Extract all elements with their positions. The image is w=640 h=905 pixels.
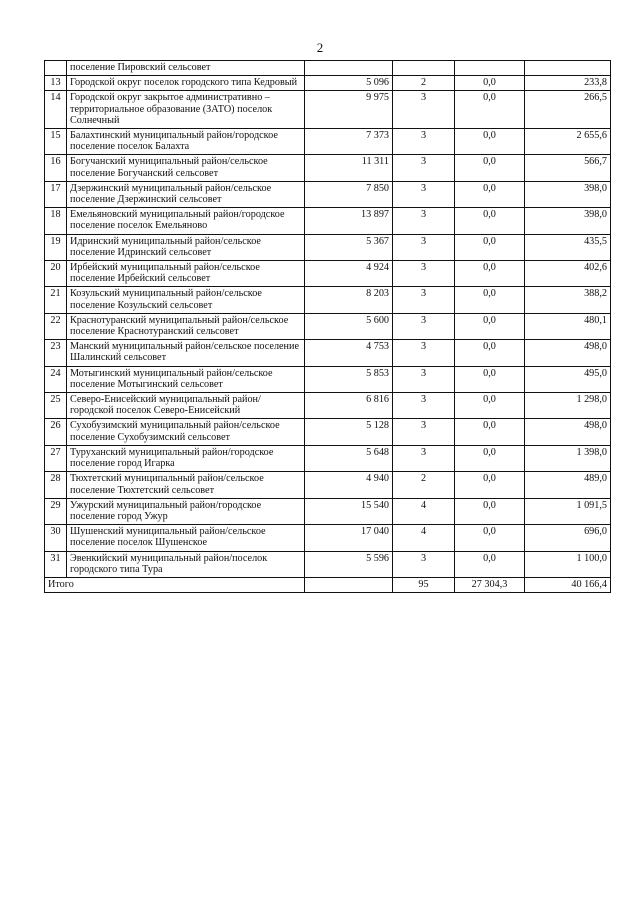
table-row — [45, 155, 611, 181]
row-population-cell: 9 975 — [305, 91, 393, 129]
row-value-a-cell: 0,0 — [455, 313, 525, 339]
row-number-cell: 25 — [45, 393, 67, 419]
table-row — [45, 498, 611, 524]
table-row — [45, 340, 611, 366]
row-value-a-cell: 0,0 — [455, 445, 525, 471]
row-value-a-cell: 0,0 — [455, 234, 525, 260]
row-population-cell — [305, 61, 393, 76]
row-population-cell: 5 648 — [305, 445, 393, 471]
table-row-continuation — [45, 61, 611, 76]
row-population-cell: 5 128 — [305, 419, 393, 445]
row-number-cell: 13 — [45, 76, 67, 91]
row-count-cell: 3 — [393, 340, 455, 366]
row-name-cell: Ужурский муниципальный район/городское поселение город Ужур — [67, 498, 305, 524]
row-name-cell: Дзержинский муниципальный район/сельское поселение Дзержинский сельсовет — [67, 181, 305, 207]
row-value-b-cell — [525, 61, 611, 76]
row-value-b-cell: 2 655,6 — [525, 129, 611, 155]
table-row — [45, 393, 611, 419]
row-population-cell: 7 850 — [305, 181, 393, 207]
row-population-cell: 4 940 — [305, 472, 393, 498]
total-row — [45, 577, 611, 592]
row-population-cell: 5 596 — [305, 551, 393, 577]
row-name-cell: Эвенкийский муниципальный район/поселок городского типа Тура — [67, 551, 305, 577]
row-count-cell: 2 — [393, 472, 455, 498]
row-count-cell: 3 — [393, 393, 455, 419]
row-number-cell: 31 — [45, 551, 67, 577]
table-row — [45, 91, 611, 129]
row-value-b-cell: 1 398,0 — [525, 445, 611, 471]
row-name-cell: Идринский муниципальный район/сельское поселение Идринский сельсовет — [67, 234, 305, 260]
row-name-cell: Балахтинский муниципальный район/городское поселение поселок Балахта — [67, 129, 305, 155]
table-row — [45, 287, 611, 313]
row-number-cell: 22 — [45, 313, 67, 339]
table-row — [45, 472, 611, 498]
row-name-cell: Туруханский муниципальный район/городское поселение город Игарка — [67, 445, 305, 471]
table-row — [45, 366, 611, 392]
row-value-b-cell: 388,2 — [525, 287, 611, 313]
row-count-cell: 3 — [393, 287, 455, 313]
row-population-cell: 5 096 — [305, 76, 393, 91]
row-count-cell: 3 — [393, 181, 455, 207]
total-population-cell — [305, 577, 393, 592]
table-row — [45, 234, 611, 260]
row-value-b-cell: 402,6 — [525, 261, 611, 287]
row-name-cell: Городской округ закрытое административно – территориальное образование (ЗАТО) поселок Солнечный — [67, 91, 305, 129]
table-row — [45, 129, 611, 155]
row-count-cell: 3 — [393, 366, 455, 392]
row-population-cell: 8 203 — [305, 287, 393, 313]
row-value-a-cell: 0,0 — [455, 419, 525, 445]
total-label-cell: Итого — [45, 577, 305, 592]
row-number-cell: 21 — [45, 287, 67, 313]
row-number-cell: 18 — [45, 208, 67, 234]
row-name-cell: Сухобузимский муниципальный район/сельское поселение Сухобузимский сельсовет — [67, 419, 305, 445]
row-count-cell: 3 — [393, 445, 455, 471]
row-name-cell: Мотыгинский муниципальный район/сельское поселение Мотыгинский сельсовет — [67, 366, 305, 392]
row-value-b-cell: 266,5 — [525, 91, 611, 129]
row-number-cell — [45, 61, 67, 76]
total-value-a-cell: 27 304,3 — [455, 577, 525, 592]
row-population-cell: 4 924 — [305, 261, 393, 287]
row-name-cell: Городской округ поселок городского типа Кедровый — [67, 76, 305, 91]
row-name-cell: Емельяновский муниципальный район/городское поселение поселок Емельяново — [67, 208, 305, 234]
row-population-cell: 17 040 — [305, 525, 393, 551]
row-number-cell: 23 — [45, 340, 67, 366]
row-value-a-cell: 0,0 — [455, 129, 525, 155]
row-value-a-cell: 0,0 — [455, 525, 525, 551]
row-number-cell: 27 — [45, 445, 67, 471]
row-number-cell: 19 — [45, 234, 67, 260]
row-count-cell — [393, 61, 455, 76]
row-population-cell: 4 753 — [305, 340, 393, 366]
row-value-b-cell: 480,1 — [525, 313, 611, 339]
row-value-a-cell: 0,0 — [455, 498, 525, 524]
row-value-b-cell: 495,0 — [525, 366, 611, 392]
table-row — [45, 525, 611, 551]
row-value-b-cell: 398,0 — [525, 208, 611, 234]
row-count-cell: 3 — [393, 208, 455, 234]
row-value-a-cell: 0,0 — [455, 472, 525, 498]
row-number-cell: 28 — [45, 472, 67, 498]
total-count-cell: 95 — [393, 577, 455, 592]
row-number-cell: 29 — [45, 498, 67, 524]
row-value-b-cell: 435,5 — [525, 234, 611, 260]
row-count-cell: 3 — [393, 261, 455, 287]
row-value-b-cell: 489,0 — [525, 472, 611, 498]
row-value-b-cell: 498,0 — [525, 340, 611, 366]
row-name-cell: Манский муниципальный район/сельское поселение Шалинский сельсовет — [67, 340, 305, 366]
row-value-a-cell: 0,0 — [455, 155, 525, 181]
table-row — [45, 419, 611, 445]
row-name-cell: Ирбейский муниципальный район/сельское поселение Ирбейский сельсовет — [67, 261, 305, 287]
row-population-cell: 6 816 — [305, 393, 393, 419]
table-body — [45, 61, 611, 593]
row-value-b-cell: 233,8 — [525, 76, 611, 91]
row-value-b-cell: 566,7 — [525, 155, 611, 181]
row-name-cell: Козульский муниципальный район/сельское поселение Козульский сельсовет — [67, 287, 305, 313]
table-row — [45, 181, 611, 207]
table-row — [45, 261, 611, 287]
row-number-cell: 26 — [45, 419, 67, 445]
row-number-cell: 20 — [45, 261, 67, 287]
row-count-cell: 4 — [393, 525, 455, 551]
row-value-b-cell: 498,0 — [525, 419, 611, 445]
row-value-a-cell: 0,0 — [455, 287, 525, 313]
row-count-cell: 3 — [393, 551, 455, 577]
row-value-b-cell: 696,0 — [525, 525, 611, 551]
row-count-cell: 2 — [393, 76, 455, 91]
row-value-a-cell: 0,0 — [455, 393, 525, 419]
table-row — [45, 551, 611, 577]
row-number-cell: 15 — [45, 129, 67, 155]
row-name-cell: поселение Пировский сельсовет — [67, 61, 305, 76]
row-count-cell: 4 — [393, 498, 455, 524]
page-number: 2 — [316, 40, 324, 55]
table-row — [45, 208, 611, 234]
row-population-cell: 13 897 — [305, 208, 393, 234]
row-population-cell: 5 367 — [305, 234, 393, 260]
row-value-a-cell: 0,0 — [455, 261, 525, 287]
row-value-b-cell: 398,0 — [525, 181, 611, 207]
row-name-cell: Северо-Енисейский муниципальный район/городской поселок Северо-Енисейский — [67, 393, 305, 419]
row-count-cell: 3 — [393, 234, 455, 260]
row-name-cell: Тюхтетский муниципальный район/сельское поселение Тюхтетский сельсовет — [67, 472, 305, 498]
row-value-a-cell: 0,0 — [455, 208, 525, 234]
row-value-a-cell: 0,0 — [455, 340, 525, 366]
row-value-a-cell: 0,0 — [455, 91, 525, 129]
row-value-a-cell — [455, 61, 525, 76]
row-number-cell: 14 — [45, 91, 67, 129]
row-number-cell: 16 — [45, 155, 67, 181]
total-value-b-cell: 40 166,4 — [525, 577, 611, 592]
row-count-cell: 3 — [393, 419, 455, 445]
row-number-cell: 24 — [45, 366, 67, 392]
row-name-cell: Шушенский муниципальный район/сельское поселение поселок Шушенское — [67, 525, 305, 551]
row-population-cell: 11 311 — [305, 155, 393, 181]
row-value-b-cell: 1 100,0 — [525, 551, 611, 577]
row-population-cell: 7 373 — [305, 129, 393, 155]
table-row — [45, 445, 611, 471]
row-count-cell: 3 — [393, 91, 455, 129]
row-count-cell: 3 — [393, 313, 455, 339]
row-value-b-cell: 1 298,0 — [525, 393, 611, 419]
row-name-cell: Богучанский муниципальный район/сельское поселение Богучанский сельсовет — [67, 155, 305, 181]
row-count-cell: 3 — [393, 129, 455, 155]
table-row — [45, 313, 611, 339]
row-value-a-cell: 0,0 — [455, 76, 525, 91]
row-count-cell: 3 — [393, 155, 455, 181]
row-value-a-cell: 0,0 — [455, 366, 525, 392]
row-value-a-cell: 0,0 — [455, 181, 525, 207]
settlements-table — [44, 60, 611, 593]
row-value-b-cell: 1 091,5 — [525, 498, 611, 524]
table-row — [45, 76, 611, 91]
row-name-cell: Краснотуранский муниципальный район/сельское поселение Краснотуранский сельсовет — [67, 313, 305, 339]
row-population-cell: 15 540 — [305, 498, 393, 524]
row-number-cell: 30 — [45, 525, 67, 551]
row-value-a-cell: 0,0 — [455, 551, 525, 577]
row-number-cell: 17 — [45, 181, 67, 207]
row-population-cell: 5 600 — [305, 313, 393, 339]
row-population-cell: 5 853 — [305, 366, 393, 392]
